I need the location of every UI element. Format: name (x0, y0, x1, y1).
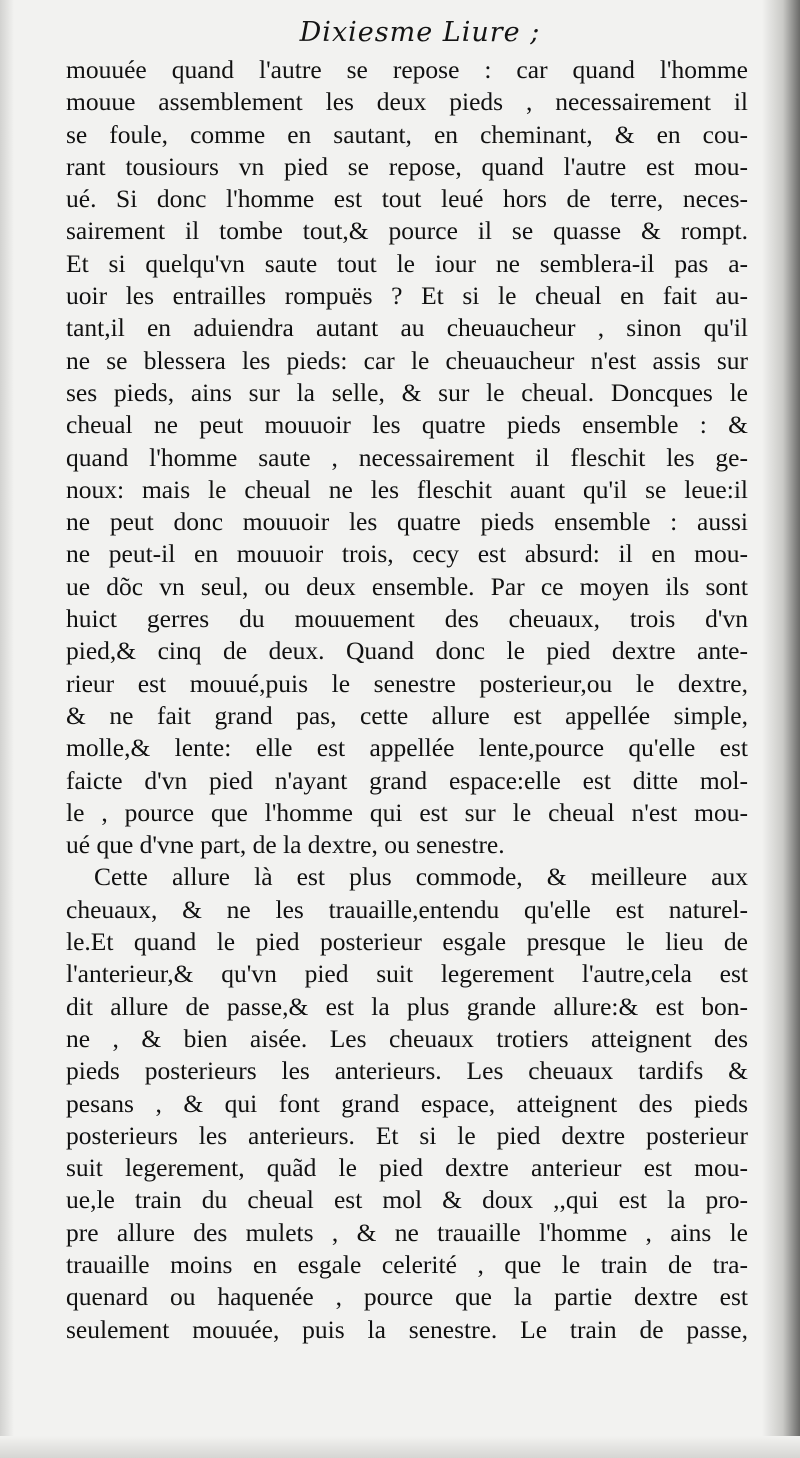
text-line: seulement mouuée, puis la senestre. Le train de passe, (66, 1314, 748, 1344)
text-line: pied,& cinq de deux. Quand donc le pied dextre ante- (66, 636, 748, 666)
text-line: huict gerres du mouuement des cheuaux, trois d'vn (66, 604, 748, 634)
running-head: Dixiesme Liure ; (299, 17, 541, 48)
text-line: mouuée quand l'autre se repose : car quand l'homme (66, 55, 748, 84)
text-line: pre allure des mulets , & ne trauaille l'homme , ains le (66, 1217, 748, 1247)
text-line: molle,& lente: elle est appellée lente,pource qu'elle est (66, 733, 748, 763)
text-line: trauaille moins en esgale celerité , que le train de tra- (66, 1249, 748, 1279)
text-line: ne se blessera les pieds: car le cheuaucheur n'est assis sur (66, 345, 748, 375)
text-line: ne peut donc mouuoir les quatre pieds ensemble : aussi (66, 507, 748, 537)
body-text (66, 54, 748, 1346)
text-line: quand l'homme saute , necessairement il fleschit les ge- (66, 442, 748, 472)
text-line: uoir les entrailles rompuës ? Et si le cheual en fait au- (66, 281, 748, 311)
page-gutter-shadow (762, 0, 800, 1458)
text-line: faicte d'vn pied n'ayant grand espace:elle est ditte mol- (66, 765, 748, 795)
text-line: le , pource que l'homme qui est sur le cheual n'est mou- (66, 797, 748, 827)
paragraph-last-line: ué que d'vne part, de la dextre, ou senestre. (66, 830, 505, 860)
page-bottom-shadow (0, 1436, 800, 1458)
text-line: suit legerement, quãd le pied dextre anterieur est mou- (66, 1153, 748, 1183)
text-line: se foule, comme en sautant, en cheminant, & en cou- (66, 119, 748, 149)
text-line: pesans , & qui font grand espace, atteignent des pieds (66, 1088, 748, 1118)
text-line: Et si quelqu'vn saute tout le iour ne semblera-il pas a- (66, 248, 748, 278)
text-line: noux: mais le cheual ne les fleschit auant qu'il se leue:il (66, 474, 748, 504)
page-left-shadow (0, 0, 14, 1458)
text-line: sairement il tombe tout,& pource il se quasse & rompt. (66, 216, 748, 246)
text-line: le.Et quand le pied posterieur esgale presque le lieu de (66, 927, 748, 957)
text-line: ses pieds, ains sur la selle, & sur le cheual. Doncques le (66, 377, 748, 407)
text-line: rant tousiours vn pied se repose, quand l'autre est mou- (66, 151, 748, 181)
text-line: ne peut-il en mouuoir trois, cecy est absurd: il en mou- (66, 539, 748, 569)
text-line: ue dõc vn seul, ou deux ensemble. Par ce moyen ils sont (66, 571, 748, 601)
text-line: pieds posterieurs les anterieurs. Les cheuaux tardifs & (66, 1056, 748, 1086)
text-line: ne , & bien aisée. Les cheuaux trotiers atteignent des (66, 1023, 748, 1053)
text-line: ué. Si donc l'homme est tout leué hors de terre, neces- (66, 184, 748, 214)
text-line: quenard ou haquenée , pource que la partie dextre est (66, 1282, 748, 1312)
text-line: cheuaux, & ne les trauaille,entendu qu'elle est naturel- (66, 894, 748, 924)
text-line: dit allure de passe,& est la plus grande allure:& est bon- (66, 991, 748, 1021)
text-line: rieur est mouué,puis le senestre posterieur,ou le dextre, (66, 668, 748, 698)
text-line: ue,le train du cheual est mol & doux ,,qui est la pro- (66, 1185, 748, 1215)
paragraph-first-line: Cette allure là est plus commode, & meilleure aux (94, 862, 748, 892)
text-line: posterieurs les anterieurs. Et si le pied dextre posterieur (66, 1120, 748, 1150)
text-line: l'anterieur,& qu'vn pied suit legerement l'autre,cela est (66, 959, 748, 989)
text-line: cheual ne peut mouuoir les quatre pieds ensemble : & (66, 410, 748, 440)
text-line: mouue assemblement les deux pieds , necessairement il (66, 87, 748, 117)
text-line: tant,il en aduiendra autant au cheuaucheur , sinon qu'il (66, 313, 748, 343)
text-line: & ne fait grand pas, cette allure est appellée simple, (66, 700, 748, 730)
